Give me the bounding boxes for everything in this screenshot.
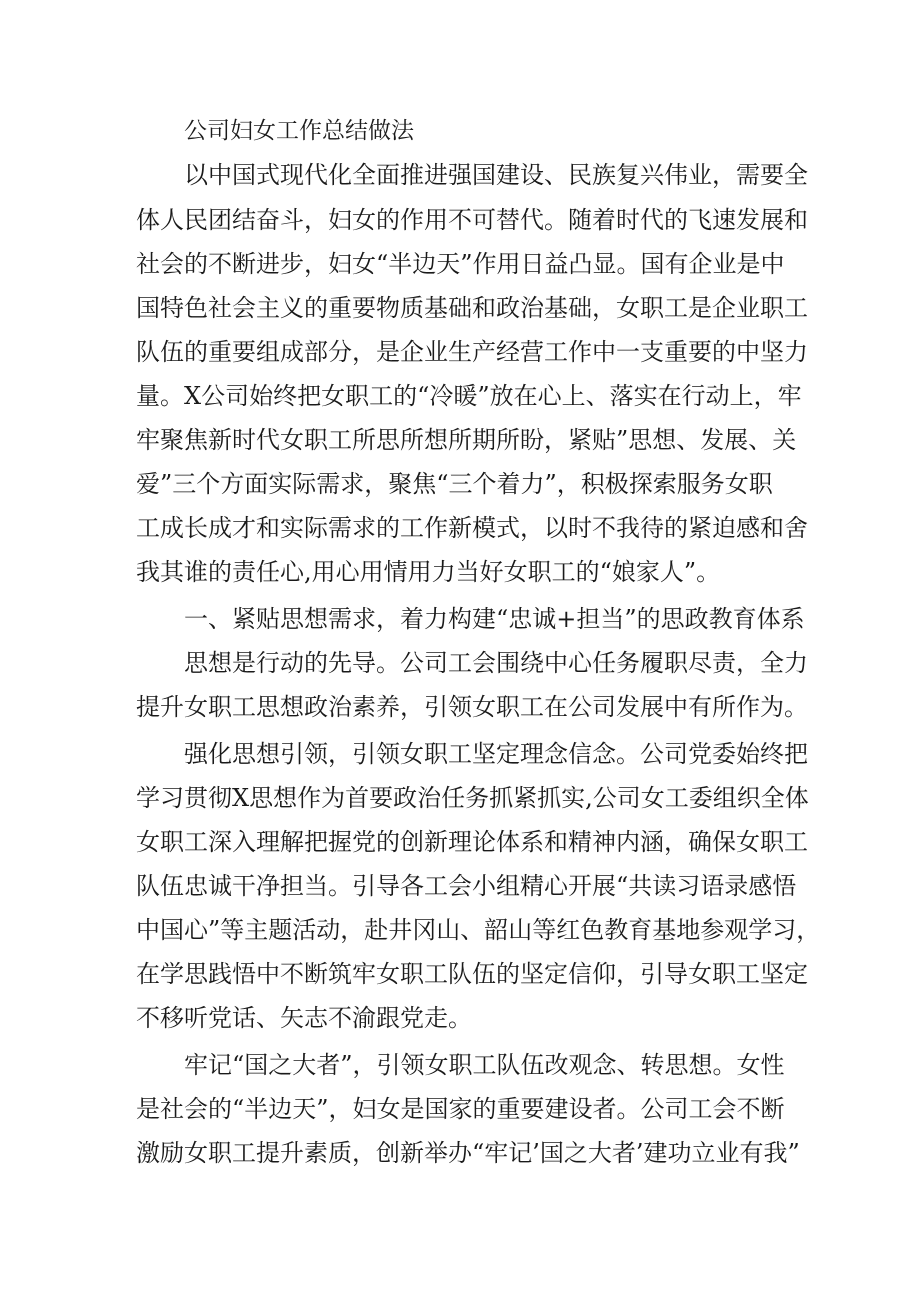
guidance-line: 强化思想引领，引领女职工坚定理念信念。公司党委始终把 — [184, 740, 808, 768]
intro-line: 工成长成才和实际需求的工作新模式，以时不我待的紧迫感和舍 — [136, 514, 808, 542]
guidance-line: 女职工深入理解把握党的创新理论体系和精神内涵，确保女职工 — [136, 828, 808, 856]
intro-line: 牢聚焦新时代女职工所思所想所期所盼，紧贴”思想、发展、关 — [136, 426, 797, 454]
intro-line: 我其谁的责任心,用心用情用力当好女职工的“娘家人”。 — [136, 558, 721, 586]
intro-line: 以中国式现代化全面推进强国建设、民族复兴伟业，需要全 — [184, 161, 808, 189]
section-lead-line: 思想是行动的先导。公司工会围绕中心任务履职尽责，全力 — [184, 649, 808, 677]
section-lead-line: 提升女职工思想政治素养，引领女职工在公司发展中有所作为。 — [136, 693, 808, 721]
nation-line: 激励女职工提升素质，创新举办“牢记’国之大者’建功立业有我” — [136, 1139, 800, 1167]
guidance-line: 不移听党话、矢志不渝跟党走。 — [136, 1004, 472, 1032]
nation-line: 是社会的“半边天”，妇女是国家的重要建设者。公司工会不断 — [136, 1095, 785, 1123]
intro-line: 爱”三个方面实际需求，聚焦“三个着力”，积极探索服务女职 — [136, 470, 773, 498]
document-title: 公司妇女工作总结做法 — [184, 118, 414, 144]
intro-line: 量。X公司始终把女职工的“冷暖”放在心上、落实在行动上，牢 — [136, 382, 802, 410]
section-heading: 一、紧贴思想需求，着力构建“忠诚+担当”的思政教育体系 — [184, 605, 805, 633]
guidance-line: 学习贯彻X思想作为首要政治任务抓紧抓实,公司女工委组织全体 — [136, 784, 809, 812]
intro-line: 社会的不断进步，妇女“半边天”作用日益凸显。国有企业是中 — [136, 250, 785, 278]
intro-line: 体人民团结奋斗，妇女的作用不可替代。随着时代的飞速发展和 — [136, 206, 808, 234]
nation-line: 牢记“国之大者”，引领女职工队伍改观念、转思想。女性 — [184, 1051, 785, 1079]
intro-line: 队伍的重要组成部分，是企业生产经营工作中一支重要的中坚力 — [136, 338, 808, 366]
guidance-line: 队伍忠诚干净担当。引导各工会小组精心开展“共读习语录感悟 — [136, 872, 797, 900]
guidance-line: 在学思践悟中不断筑牢女职工队伍的坚定信仰，引导女职工坚定 — [136, 960, 808, 988]
intro-line: 国特色社会主义的重要物质基础和政治基础，女职工是企业职工 — [136, 294, 808, 322]
guidance-line: 中国心”等主题活动，赴井冈山、韶山等红色教育基地参观学习， — [136, 916, 821, 944]
